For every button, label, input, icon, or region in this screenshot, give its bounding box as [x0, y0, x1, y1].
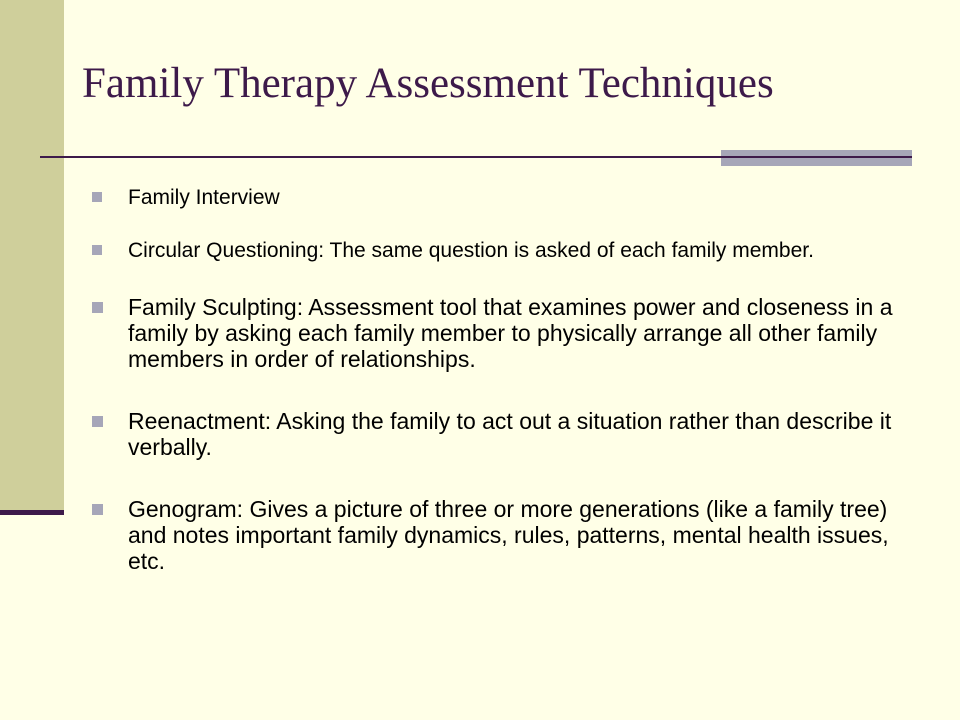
bullet-text: Family Sculpting: Assessment tool that examines power and closeness in a family by asking each family member to physically arrange all other family members in order of relationships.	[128, 294, 893, 372]
bullet-family-sculpting	[92, 294, 902, 372]
bullet-text: Genogram: Gives a picture of three or more generations (like a family tree) and notes important family dynamics, rules, patterns, mental health issues, etc.	[128, 496, 889, 574]
slide-title: Family Therapy Assessment Techniques	[82, 60, 774, 107]
left-decorative-band	[0, 0, 64, 512]
bullet-text: Circular Questioning: The same question is asked of each family member.	[128, 239, 814, 262]
bullet-text: Family Interview	[128, 186, 280, 209]
bullet-genogram	[92, 496, 902, 574]
square-bullet-icon	[92, 302, 103, 313]
bullet-reenactment	[92, 408, 902, 460]
left-accent-line	[0, 510, 64, 515]
title-underline-accent-line	[721, 156, 912, 158]
square-bullet-icon	[92, 416, 103, 427]
square-bullet-icon	[92, 245, 102, 255]
bullet-circular-questioning	[92, 239, 902, 262]
square-bullet-icon	[92, 192, 102, 202]
bullet-family-interview	[92, 186, 902, 209]
title-underline-accent-bar	[721, 150, 912, 166]
square-bullet-icon	[92, 504, 103, 515]
bullet-text: Reenactment: Asking the family to act out a situation rather than describe it verbally.	[128, 408, 892, 460]
bullet-list	[92, 186, 902, 574]
